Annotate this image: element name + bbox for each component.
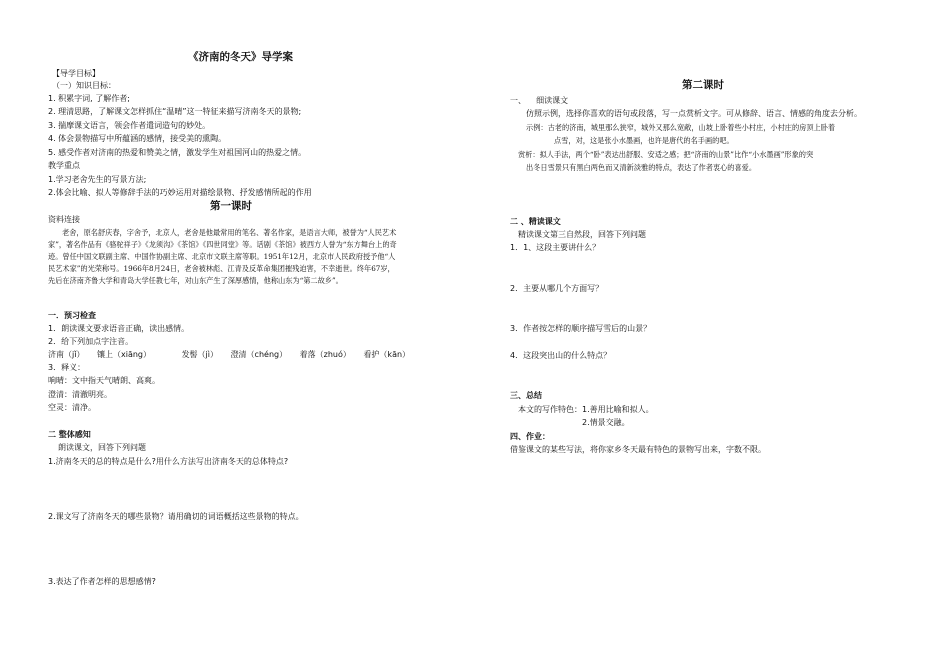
close-reading-task: 仿照示例，选择你喜欢的语句或段落，写一点赏析文字。可从修辞、语言、情感的角度去分析。 (526, 109, 862, 118)
goal-item: 2. 理清思路，了解课文怎样抓住“温晴”这一特征来描写济南冬天的景物; (48, 107, 302, 116)
example-line: 示例：古老的济南，城里那么狭窄，城外又那么宽敞，山坡上卧着些小村庄，小村庄的房顶上卧着 (526, 123, 836, 132)
summary-line: 本文的写作特色：1.善用比喻和拟人。 (518, 405, 654, 414)
pinyin-item: 镶上（xiāng） (97, 350, 152, 359)
summary-line: 2.情景交融。 (582, 418, 630, 427)
close-reading-heading: 一、 细读课文 (510, 96, 569, 105)
homework-text: 借鉴课文的某些写法，将你家乡冬天最有特色的景物写出来，字数不限。 (510, 445, 766, 454)
goal-item: 4. 体会景物描写中所蕴涵的感情，接受美的熏陶。 (48, 134, 227, 143)
goal-item: 1. 积累字词, 了解作者; (48, 94, 130, 103)
question-2: 2.课文写了济南冬天的哪些景物？请用确切的词语概括这些景物的特点。 (48, 512, 304, 521)
reading-question-3: 3．作者按怎样的顺序描写雪后的山景？ (510, 324, 652, 333)
reading-question-4: 4．这段突出山的什么特点？ (510, 351, 612, 360)
focus-item: 2.体会比喻、拟人等修辞手法的巧妙运用对描绘景物、抒发感情所起的作用 (48, 188, 312, 197)
pinyin-item: 济南（jǐ） (48, 350, 85, 359)
explain-heading: 3．释义： (48, 363, 86, 372)
appreciation-line: 出冬日雪景只有黑白两色而又清新淡雅的特点，表达了作者衷心的喜爱。 (526, 163, 757, 172)
goals-heading: 【导学目标】 (52, 69, 100, 78)
intensive-reading-intro: 精读课文第三自然段，回答下列问题 (518, 230, 646, 239)
homework-heading: 四、作业： (510, 432, 550, 441)
reading-question-2: 2．主要从哪几个方面写？ (510, 284, 604, 293)
preview-item: 1．朗读课文要求语音正确，读出感情。 (48, 324, 190, 333)
explain-item: 澄清：清澈明亮。 (48, 390, 112, 399)
lesson-two-heading: 第二课时 (682, 79, 724, 91)
preview-item: 2．给下列加点字注音。 (48, 337, 134, 346)
focus-item: 1.学习老舍先生的写景方法; (48, 175, 147, 184)
goal-item: 5. 感受作者对济南的热爱和赞美之情，激发学生对祖国河山的热爱之情。 (48, 148, 307, 157)
overall-intro: 朗读课文，回答下列问题 (58, 443, 146, 452)
lesson-one-heading: 第一课时 (210, 200, 252, 212)
focus-heading: 教学重点 (48, 161, 80, 170)
pinyin-item: 发髻（jì） (181, 350, 219, 359)
question-3: 3.表达了作者怎样的思想感情? (48, 577, 156, 586)
pinyin-row (48, 349, 420, 360)
worksheet-title: 《济南的冬天》导学案 (188, 51, 293, 63)
resource-heading: 资料连接 (48, 215, 80, 224)
question-1: 1.济南冬天的总的特点是什么?用什么方法写出济南冬天的总体特点? (48, 457, 289, 466)
pinyin-item: 看护（kān） (363, 350, 411, 359)
preview-heading: 一．预习检查 (48, 311, 96, 320)
summary-heading: 三、总结 (510, 391, 542, 400)
explain-item: 响晴：文中指天气晴朗、高爽。 (48, 376, 160, 385)
intensive-reading-heading: 二 、精读课文 (510, 217, 561, 226)
reading-question-1: 1．1、这段主要讲什么？ (510, 243, 601, 252)
author-biography: 老舍，原名舒庆春，字舍予，北京人，老舍是他最常用的笔名、著名作家，是语言大师，被誉为“人民艺术家”，著名作品有《骆驼祥子》《龙须沟》《茶馆》《四世同堂》等。话剧《茶馆》被西方人誉为“东方舞台上的奇迹。曾任中国文联副主席、中国作协副主席、北京市文联主席等职。1951年12月，北京市人民政府授予他“人民艺术家”的光荣称号。1966年8月24日，老舍被林彪、江青及反革命集团摧残迫害，不幸逝世。终年67岁，先后在济南齐鲁大学和青岛大学任教七年，对山东产生了深厚感情，他称山东为“第二故乡”。 (48, 228, 397, 285)
explain-item: 空灵：清净。 (48, 403, 96, 412)
pinyin-item: 着落（zhuó） (299, 350, 351, 359)
overall-heading: 二 整体感知 (48, 430, 91, 439)
appreciation-line: 赏析：拟人手法，两个“卧”表达出舒服、安适之感；把“济南的山景”比作“小水墨画”形象的突 (518, 150, 814, 159)
goal-item: 3. 揣摩课文语言，领会作者遣词造句的妙处。 (48, 121, 211, 130)
example-line: 点雪，对，这是张小水墨画，也许是唐代的名手画的吧。 (554, 136, 734, 145)
pinyin-item: 澄清（chéng） (230, 350, 288, 359)
knowledge-heading: （一）知识目标： (52, 81, 116, 90)
